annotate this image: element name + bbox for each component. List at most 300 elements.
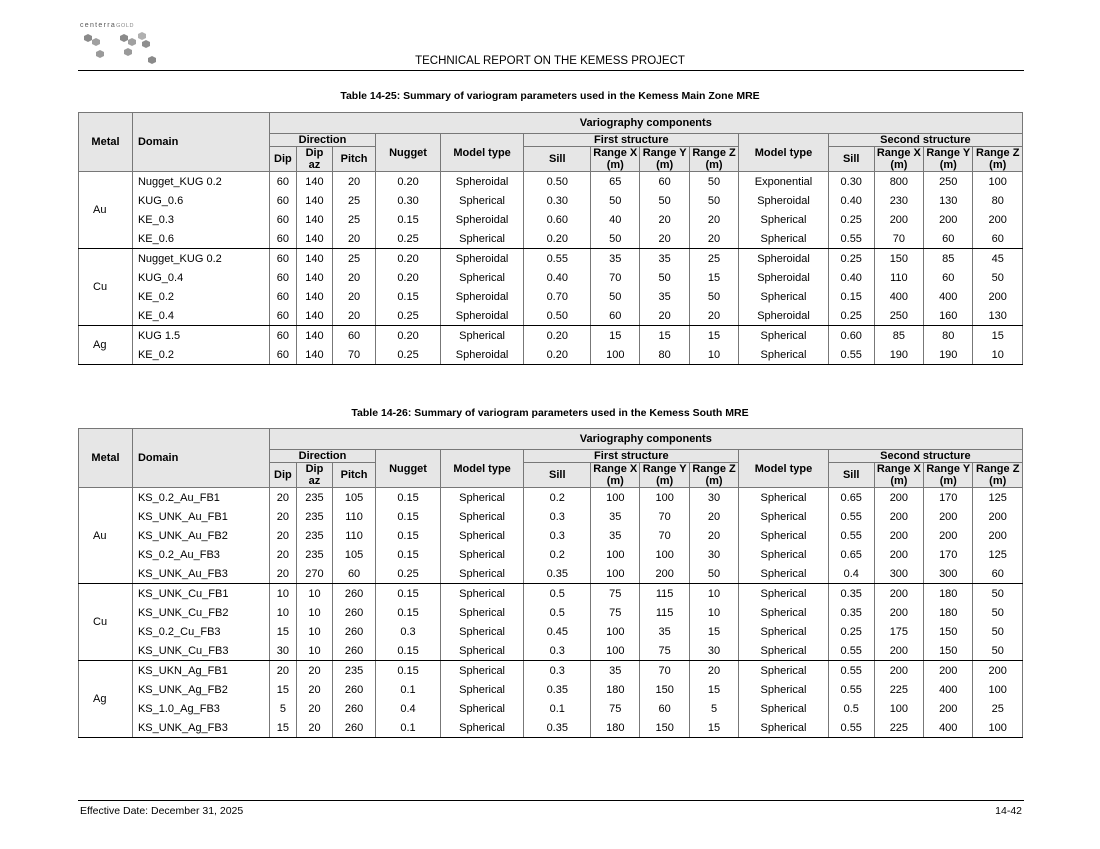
value-cell: 0.20 (376, 249, 440, 269)
metal-cell: Au (79, 172, 133, 249)
value-cell: Spherical (739, 345, 829, 365)
value-cell: 0.20 (376, 172, 440, 192)
value-cell: 20 (332, 268, 376, 287)
domain-cell: Nugget_KUG 0.2 (132, 172, 269, 192)
value-cell: Spherical (739, 488, 829, 508)
value-cell: 260 (332, 718, 376, 738)
table-row (79, 545, 1023, 564)
value-cell: 0.40 (828, 191, 874, 210)
value-cell: Spherical (440, 584, 524, 604)
value-cell: 70 (591, 268, 640, 287)
value-cell: 200 (924, 210, 973, 229)
value-cell: 15 (689, 326, 738, 346)
domain-cell: KS_UNK_Au_FB2 (132, 526, 269, 545)
table-row (79, 661, 1023, 681)
table-row (79, 680, 1023, 699)
value-cell: 200 (924, 699, 973, 718)
value-cell: 0.20 (524, 345, 591, 365)
value-cell: 0.25 (376, 564, 440, 584)
value-cell: 0.2 (524, 488, 591, 508)
domain-cell: KS_UKN_Ag_FB1 (132, 661, 269, 681)
value-cell: 0.65 (828, 545, 874, 564)
header-direction: Direction (269, 450, 376, 463)
value-cell: 60 (924, 268, 973, 287)
value-cell: 150 (874, 249, 923, 269)
value-cell: 140 (297, 268, 333, 287)
value-cell: 0.35 (524, 564, 591, 584)
value-cell: 190 (924, 345, 973, 365)
value-cell: 0.15 (376, 584, 440, 604)
value-cell: 0.60 (524, 210, 591, 229)
value-cell: 5 (269, 699, 297, 718)
value-cell: 0.55 (828, 229, 874, 249)
value-cell: Spherical (440, 326, 524, 346)
metal-cell: Ag (79, 661, 133, 738)
value-cell: 20 (640, 229, 689, 249)
value-cell: 0.15 (376, 661, 440, 681)
domain-cell: KE_0.2 (132, 287, 269, 306)
value-cell: 130 (924, 191, 973, 210)
value-cell: Spheroidal (739, 268, 829, 287)
value-cell: 105 (332, 488, 376, 508)
header-model-type-1: Model type (440, 450, 524, 488)
value-cell: 140 (297, 345, 333, 365)
value-cell: 50 (973, 268, 1023, 287)
header-range-z-6: Range Z (m) (689, 147, 738, 172)
value-cell: 35 (591, 507, 640, 526)
value-cell: 0.35 (524, 680, 591, 699)
value-cell: Spherical (440, 641, 524, 661)
value-cell: 200 (973, 661, 1023, 681)
value-cell: Spherical (739, 526, 829, 545)
value-cell: 0.15 (828, 287, 874, 306)
value-cell: 170 (924, 488, 973, 508)
value-cell: 40 (591, 210, 640, 229)
value-cell: 0.3 (524, 641, 591, 661)
value-cell: 0.15 (376, 210, 440, 229)
value-cell: Spherical (440, 603, 524, 622)
value-cell: 20 (269, 526, 297, 545)
value-cell: 0.60 (828, 326, 874, 346)
value-cell: 50 (973, 584, 1023, 604)
header-dip-az-1: Dip az (297, 463, 333, 488)
value-cell: 0.70 (524, 287, 591, 306)
value-cell: 230 (874, 191, 923, 210)
value-cell: 70 (640, 661, 689, 681)
table-row (79, 306, 1023, 326)
value-cell: 150 (924, 641, 973, 661)
value-cell: 200 (874, 603, 923, 622)
value-cell: 200 (874, 507, 923, 526)
table-row (79, 326, 1023, 346)
value-cell: 60 (269, 268, 297, 287)
value-cell: 50 (973, 641, 1023, 661)
table-caption-main-zone: Table 14-25: Summary of variogram parameters used in the Kemess Main Zone MRE (340, 90, 760, 102)
value-cell: 200 (874, 526, 923, 545)
value-cell: 0.55 (828, 680, 874, 699)
value-cell: 50 (640, 191, 689, 210)
value-cell: 20 (689, 507, 738, 526)
value-cell: 20 (297, 718, 333, 738)
value-cell: Spheroidal (440, 172, 524, 192)
value-cell: Spherical (440, 191, 524, 210)
value-cell: 0.4 (828, 564, 874, 584)
value-cell: 110 (332, 526, 376, 545)
value-cell: 300 (924, 564, 973, 584)
domain-cell: KE_0.4 (132, 306, 269, 326)
value-cell: 20 (689, 526, 738, 545)
value-cell: 0.25 (376, 229, 440, 249)
value-cell: 50 (689, 287, 738, 306)
value-cell: 20 (332, 229, 376, 249)
domain-cell: KS_0.2_Au_FB1 (132, 488, 269, 508)
header-range-y-5: Range Y (m) (640, 147, 689, 172)
value-cell: 270 (297, 564, 333, 584)
value-cell: Spherical (739, 229, 829, 249)
domain-cell: KS_0.2_Cu_FB3 (132, 622, 269, 641)
value-cell: 0.20 (376, 326, 440, 346)
value-cell: Spherical (440, 680, 524, 699)
value-cell: 0.3 (524, 526, 591, 545)
table-row (79, 488, 1023, 508)
value-cell: 115 (640, 603, 689, 622)
value-cell: 30 (689, 488, 738, 508)
logo-wordmark: centerraGOLD (80, 22, 135, 29)
value-cell: 0.15 (376, 603, 440, 622)
value-cell: 200 (874, 488, 923, 508)
value-cell: 0.15 (376, 545, 440, 564)
value-cell: 80 (973, 191, 1023, 210)
value-cell: 0.40 (524, 268, 591, 287)
table-row (79, 172, 1023, 192)
value-cell: 235 (332, 661, 376, 681)
value-cell: Spheroidal (440, 345, 524, 365)
value-cell: 200 (973, 287, 1023, 306)
domain-cell: Nugget_KUG 0.2 (132, 249, 269, 269)
domain-cell: KS_UNK_Cu_FB1 (132, 584, 269, 604)
value-cell: 20 (689, 306, 738, 326)
value-cell: 175 (874, 622, 923, 641)
value-cell: 60 (269, 210, 297, 229)
value-cell: 0.5 (828, 699, 874, 718)
header-nugget: Nugget (376, 450, 440, 488)
value-cell: 0.5 (524, 584, 591, 604)
header-sill-7: Sill (828, 463, 874, 488)
value-cell: Spherical (440, 718, 524, 738)
value-cell: 110 (332, 507, 376, 526)
value-cell: Spherical (739, 545, 829, 564)
header-model-type-2: Model type (739, 450, 829, 488)
header-domain: Domain (132, 429, 269, 488)
value-cell: 0.25 (828, 249, 874, 269)
value-cell: Spheroidal (440, 287, 524, 306)
value-cell: 15 (269, 718, 297, 738)
value-cell: 200 (874, 210, 923, 229)
value-cell: 0.55 (524, 249, 591, 269)
value-cell: 250 (874, 306, 923, 326)
value-cell: Spherical (440, 564, 524, 584)
value-cell: 260 (332, 680, 376, 699)
value-cell: 260 (332, 603, 376, 622)
value-cell: 60 (332, 326, 376, 346)
value-cell: 250 (924, 172, 973, 192)
header-dip-0: Dip (269, 147, 297, 172)
value-cell: 100 (973, 718, 1023, 738)
header-range-x-8: Range X (m) (874, 147, 923, 172)
value-cell: Spherical (440, 526, 524, 545)
value-cell: 170 (924, 545, 973, 564)
value-cell: 0.25 (828, 306, 874, 326)
value-cell: 35 (640, 287, 689, 306)
value-cell: 60 (269, 249, 297, 269)
value-cell: 300 (874, 564, 923, 584)
value-cell: 60 (269, 306, 297, 326)
value-cell: 110 (874, 268, 923, 287)
value-cell: 140 (297, 229, 333, 249)
value-cell: 0.25 (828, 622, 874, 641)
value-cell: 125 (973, 545, 1023, 564)
value-cell: 25 (973, 699, 1023, 718)
value-cell: Spheroidal (739, 249, 829, 269)
value-cell: 0.4 (376, 699, 440, 718)
value-cell: 15 (689, 680, 738, 699)
value-cell: 50 (591, 191, 640, 210)
value-cell: 50 (640, 268, 689, 287)
value-cell: 0.55 (828, 507, 874, 526)
value-cell: 0.25 (376, 345, 440, 365)
header-first-structure: First structure (524, 450, 739, 463)
value-cell: Spherical (440, 622, 524, 641)
value-cell: 140 (297, 172, 333, 192)
value-cell: 190 (874, 345, 923, 365)
value-cell: 60 (924, 229, 973, 249)
value-cell: 5 (689, 699, 738, 718)
value-cell: 60 (973, 564, 1023, 584)
header-metal: Metal (79, 429, 133, 488)
value-cell: Spherical (440, 268, 524, 287)
value-cell: 15 (973, 326, 1023, 346)
value-cell: 0.30 (828, 172, 874, 192)
value-cell: 400 (874, 287, 923, 306)
value-cell: 20 (689, 229, 738, 249)
value-cell: 85 (924, 249, 973, 269)
domain-cell: KS_UNK_Cu_FB3 (132, 641, 269, 661)
value-cell: 200 (973, 210, 1023, 229)
table-row (79, 229, 1023, 249)
value-cell: 260 (332, 699, 376, 718)
value-cell: 0.15 (376, 287, 440, 306)
value-cell: Spherical (739, 661, 829, 681)
value-cell: 400 (924, 718, 973, 738)
table-row (79, 526, 1023, 545)
value-cell: 0.15 (376, 507, 440, 526)
value-cell: 10 (689, 584, 738, 604)
value-cell: 235 (297, 545, 333, 564)
value-cell: 25 (332, 249, 376, 269)
value-cell: Spherical (739, 564, 829, 584)
table-row (79, 507, 1023, 526)
value-cell: 200 (973, 507, 1023, 526)
value-cell: 150 (640, 718, 689, 738)
value-cell: 20 (297, 699, 333, 718)
effective-date: Effective Date: December 31, 2025 (80, 805, 244, 817)
value-cell: 20 (269, 661, 297, 681)
value-cell: 180 (591, 718, 640, 738)
value-cell: 0.55 (828, 641, 874, 661)
value-cell: 10 (269, 603, 297, 622)
value-cell: 15 (269, 622, 297, 641)
value-cell: 100 (973, 680, 1023, 699)
header-range-y-5: Range Y (m) (640, 463, 689, 488)
header-variography: Variography components (269, 429, 1022, 450)
domain-cell: KUG 1.5 (132, 326, 269, 346)
value-cell: 30 (269, 641, 297, 661)
metal-cell: Ag (79, 326, 133, 365)
value-cell: 0.55 (828, 526, 874, 545)
value-cell: 0.35 (828, 603, 874, 622)
value-cell: 80 (924, 326, 973, 346)
value-cell: Spherical (739, 622, 829, 641)
value-cell: 20 (640, 210, 689, 229)
value-cell: 10 (689, 603, 738, 622)
value-cell: 0.25 (828, 210, 874, 229)
value-cell: 0.15 (376, 526, 440, 545)
value-cell: 0.50 (524, 172, 591, 192)
value-cell: 0.55 (828, 661, 874, 681)
value-cell: 115 (640, 584, 689, 604)
header-dip-az-1: Dip az (297, 147, 333, 172)
value-cell: 0.3 (376, 622, 440, 641)
value-cell: Spherical (739, 603, 829, 622)
value-cell: 260 (332, 622, 376, 641)
value-cell: 140 (297, 210, 333, 229)
domain-cell: KE_0.6 (132, 229, 269, 249)
value-cell: 0.65 (828, 488, 874, 508)
value-cell: 45 (973, 249, 1023, 269)
value-cell: 60 (269, 191, 297, 210)
header-pitch-2: Pitch (332, 463, 376, 488)
value-cell: 10 (689, 345, 738, 365)
value-cell: 100 (591, 488, 640, 508)
value-cell: 15 (689, 622, 738, 641)
value-cell: 60 (332, 564, 376, 584)
value-cell: 200 (874, 641, 923, 661)
value-cell: 10 (297, 603, 333, 622)
value-cell: 140 (297, 249, 333, 269)
value-cell: 140 (297, 191, 333, 210)
value-cell: 25 (689, 249, 738, 269)
value-cell: 180 (924, 603, 973, 622)
header-model-type-2: Model type (739, 134, 829, 172)
value-cell: 0.30 (524, 191, 591, 210)
value-cell: 20 (332, 172, 376, 192)
header-sill-7: Sill (828, 147, 874, 172)
value-cell: 235 (297, 488, 333, 508)
value-cell: 60 (640, 172, 689, 192)
value-cell: 65 (591, 172, 640, 192)
value-cell: 100 (591, 641, 640, 661)
table-row (79, 564, 1023, 584)
value-cell: 200 (874, 661, 923, 681)
value-cell: Spherical (440, 229, 524, 249)
value-cell: 60 (269, 287, 297, 306)
value-cell: 35 (591, 249, 640, 269)
value-cell: 0.45 (524, 622, 591, 641)
value-cell: 20 (269, 564, 297, 584)
value-cell: 0.55 (828, 718, 874, 738)
value-cell: 160 (924, 306, 973, 326)
value-cell: 50 (689, 564, 738, 584)
domain-cell: KS_1.0_Ag_FB3 (132, 699, 269, 718)
table-row (79, 699, 1023, 718)
value-cell: 260 (332, 584, 376, 604)
value-cell: Spheroidal (440, 306, 524, 326)
value-cell: Spherical (440, 699, 524, 718)
value-cell: 140 (297, 287, 333, 306)
value-cell: 50 (591, 287, 640, 306)
metal-cell: Cu (79, 249, 133, 326)
value-cell: 20 (297, 680, 333, 699)
value-cell: 70 (874, 229, 923, 249)
header-range-z-10: Range Z (m) (973, 463, 1023, 488)
value-cell: 0.5 (524, 603, 591, 622)
value-cell: 200 (924, 507, 973, 526)
value-cell: 100 (874, 699, 923, 718)
value-cell: 35 (640, 249, 689, 269)
metal-cell: Cu (79, 584, 133, 661)
value-cell: 0.20 (376, 268, 440, 287)
value-cell: Spherical (739, 287, 829, 306)
value-cell: 15 (689, 268, 738, 287)
header-pitch-2: Pitch (332, 147, 376, 172)
value-cell: 100 (591, 564, 640, 584)
value-cell: 70 (640, 507, 689, 526)
header-divider (78, 70, 1024, 71)
value-cell: 30 (689, 545, 738, 564)
value-cell: 0.25 (376, 306, 440, 326)
header-first-structure: First structure (524, 134, 739, 147)
value-cell: 260 (332, 641, 376, 661)
value-cell: 50 (591, 229, 640, 249)
value-cell: Spherical (739, 210, 829, 229)
value-cell: 0.1 (376, 680, 440, 699)
value-cell: 35 (591, 661, 640, 681)
value-cell: 10 (269, 584, 297, 604)
value-cell: Spherical (739, 326, 829, 346)
value-cell: 30 (689, 641, 738, 661)
value-cell: 60 (269, 345, 297, 365)
value-cell: 60 (591, 306, 640, 326)
value-cell: 20 (640, 306, 689, 326)
value-cell: 0.40 (828, 268, 874, 287)
header-range-y-9: Range Y (m) (924, 463, 973, 488)
value-cell: Spherical (440, 661, 524, 681)
value-cell: 50 (973, 603, 1023, 622)
value-cell: Spherical (739, 584, 829, 604)
value-cell: 235 (297, 507, 333, 526)
table-row (79, 268, 1023, 287)
value-cell: 100 (640, 545, 689, 564)
value-cell: 10 (297, 622, 333, 641)
domain-cell: KS_UNK_Ag_FB2 (132, 680, 269, 699)
value-cell: 235 (297, 526, 333, 545)
value-cell: 60 (640, 699, 689, 718)
header-range-x-4: Range X (m) (591, 147, 640, 172)
table-row (79, 718, 1023, 738)
value-cell: 20 (269, 488, 297, 508)
value-cell: 15 (640, 326, 689, 346)
header-second-structure: Second structure (828, 450, 1022, 463)
